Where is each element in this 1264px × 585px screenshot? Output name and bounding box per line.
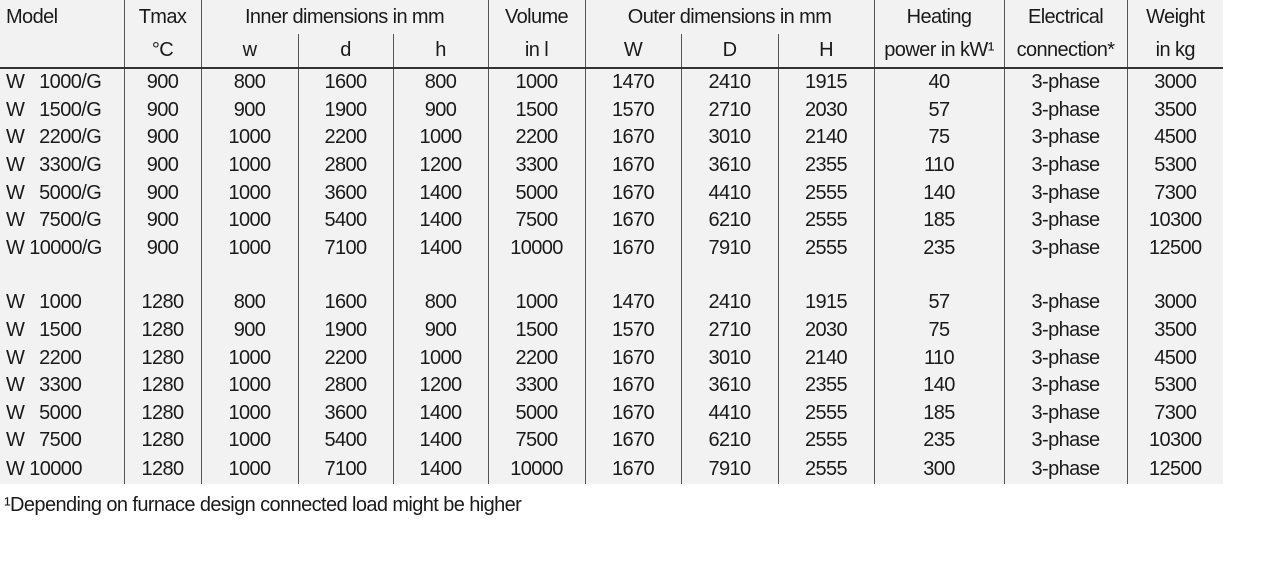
- cell-inner-w: 900: [201, 97, 298, 125]
- cell-model: W 2200/G: [0, 124, 124, 152]
- cell-outer-H: 2555: [778, 207, 874, 235]
- cell-outer-H: 2555: [778, 235, 874, 263]
- cell-outer-D: 7910: [681, 455, 778, 484]
- cell-electrical-connection: 3-phase: [1004, 344, 1127, 372]
- cell-heating-power: 140: [874, 372, 1004, 400]
- header-inner-w: w: [201, 34, 298, 68]
- table-header: [0, 0, 1223, 68]
- cell-weight: 4500: [1127, 124, 1223, 152]
- cell-outer-W: 1670: [585, 344, 681, 372]
- cell-inner-w: 1000: [201, 427, 298, 455]
- cell-outer-H: [778, 262, 874, 289]
- cell-inner-h: 1200: [393, 372, 488, 400]
- cell-outer-W: 1670: [585, 207, 681, 235]
- cell-model: W 1500/G: [0, 97, 124, 125]
- cell-tmax: 900: [124, 97, 201, 125]
- cell-inner-w: 1000: [201, 179, 298, 207]
- cell-tmax: [124, 262, 201, 289]
- cell-tmax: 1280: [124, 289, 201, 317]
- cell-volume: 7500: [488, 427, 585, 455]
- header-inner-dimensions: Inner dimensions in mm: [201, 0, 488, 34]
- cell-inner-h: 800: [393, 68, 488, 97]
- header-weight-unit: in kg: [1127, 34, 1223, 68]
- cell-tmax: 900: [124, 179, 201, 207]
- cell-heating-power: 185: [874, 400, 1004, 428]
- table-row: [0, 179, 1223, 207]
- cell-electrical-connection: 3-phase: [1004, 289, 1127, 317]
- cell-model: W 1000/G: [0, 68, 124, 97]
- cell-outer-D: 7910: [681, 235, 778, 263]
- cell-tmax: 1280: [124, 400, 201, 428]
- cell-outer-W: 1670: [585, 179, 681, 207]
- cell-outer-H: 2555: [778, 179, 874, 207]
- cell-heating-power: 300: [874, 455, 1004, 484]
- table-row: [0, 235, 1223, 263]
- cell-inner-h: 1400: [393, 400, 488, 428]
- cell-heating-power: 110: [874, 152, 1004, 180]
- cell-outer-W: 1670: [585, 455, 681, 484]
- cell-electrical-connection: 3-phase: [1004, 455, 1127, 484]
- cell-inner-d: [298, 262, 393, 289]
- cell-inner-h: 900: [393, 317, 488, 345]
- cell-outer-D: 6210: [681, 427, 778, 455]
- cell-inner-d: 2200: [298, 124, 393, 152]
- cell-weight: 3000: [1127, 68, 1223, 97]
- cell-outer-W: 1670: [585, 427, 681, 455]
- table-row: [0, 455, 1223, 484]
- cell-heating-power: 40: [874, 68, 1004, 97]
- cell-inner-d: 7100: [298, 235, 393, 263]
- cell-model: W 10000/G: [0, 235, 124, 263]
- cell-tmax: 900: [124, 124, 201, 152]
- header-model-blank: [0, 34, 124, 68]
- cell-outer-W: [585, 262, 681, 289]
- cell-electrical-connection: 3-phase: [1004, 372, 1127, 400]
- header-outer-W: W: [585, 34, 681, 68]
- table-row: [0, 289, 1223, 317]
- header-heating-unit: power in kW¹: [874, 34, 1004, 68]
- cell-tmax: 1280: [124, 317, 201, 345]
- table-row: [0, 97, 1223, 125]
- cell-inner-w: 1000: [201, 400, 298, 428]
- cell-model: W 3300/G: [0, 152, 124, 180]
- cell-weight: 10300: [1127, 427, 1223, 455]
- cell-outer-D: 2410: [681, 68, 778, 97]
- header-outer-dimensions: Outer dimensions in mm: [585, 0, 874, 34]
- cell-inner-w: 1000: [201, 207, 298, 235]
- cell-outer-D: 3610: [681, 372, 778, 400]
- cell-inner-h: 1000: [393, 124, 488, 152]
- cell-inner-h: 900: [393, 97, 488, 125]
- cell-outer-H: 2140: [778, 124, 874, 152]
- cell-outer-H: 2355: [778, 372, 874, 400]
- cell-inner-d: 2800: [298, 372, 393, 400]
- cell-volume: 2200: [488, 344, 585, 372]
- cell-inner-w: 800: [201, 68, 298, 97]
- cell-heating-power: 235: [874, 235, 1004, 263]
- cell-inner-d: 1900: [298, 317, 393, 345]
- header-weight: Weight: [1127, 0, 1223, 34]
- cell-outer-D: 2710: [681, 97, 778, 125]
- cell-heating-power: 75: [874, 124, 1004, 152]
- cell-weight: 7300: [1127, 179, 1223, 207]
- cell-weight: 12500: [1127, 455, 1223, 484]
- cell-outer-W: 1470: [585, 289, 681, 317]
- table-spacer-row: [0, 262, 1223, 289]
- table-row: [0, 372, 1223, 400]
- table-row: [0, 400, 1223, 428]
- cell-outer-H: 2355: [778, 152, 874, 180]
- cell-volume: 3300: [488, 372, 585, 400]
- cell-volume: 1500: [488, 317, 585, 345]
- cell-outer-W: 1670: [585, 372, 681, 400]
- cell-electrical-connection: 3-phase: [1004, 235, 1127, 263]
- cell-inner-h: 1400: [393, 235, 488, 263]
- cell-outer-D: 3010: [681, 124, 778, 152]
- cell-heating-power: 185: [874, 207, 1004, 235]
- cell-weight: 12500: [1127, 235, 1223, 263]
- cell-inner-h: 1000: [393, 344, 488, 372]
- cell-electrical-connection: 3-phase: [1004, 400, 1127, 428]
- cell-outer-W: 1470: [585, 68, 681, 97]
- cell-inner-w: 1000: [201, 372, 298, 400]
- cell-inner-w: 1000: [201, 455, 298, 484]
- cell-outer-W: 1670: [585, 235, 681, 263]
- cell-model: W 7500/G: [0, 207, 124, 235]
- header-row-primary: [0, 0, 1223, 34]
- header-tmax-unit: °C: [124, 34, 201, 68]
- cell-outer-H: 1915: [778, 289, 874, 317]
- cell-inner-h: 800: [393, 289, 488, 317]
- header-inner-h: h: [393, 34, 488, 68]
- cell-outer-D: 3610: [681, 152, 778, 180]
- header-outer-H: H: [778, 34, 874, 68]
- cell-volume: 1000: [488, 289, 585, 317]
- header-row-secondary: [0, 34, 1223, 68]
- table-body: [0, 68, 1223, 484]
- table-row: [0, 124, 1223, 152]
- cell-inner-w: 1000: [201, 235, 298, 263]
- cell-inner-h: [393, 262, 488, 289]
- cell-outer-D: 4410: [681, 400, 778, 428]
- cell-outer-D: 2710: [681, 317, 778, 345]
- cell-outer-H: 1915: [778, 68, 874, 97]
- table-row: [0, 427, 1223, 455]
- header-electrical: Electrical: [1004, 0, 1127, 34]
- cell-outer-H: 2555: [778, 455, 874, 484]
- cell-outer-H: 2555: [778, 427, 874, 455]
- cell-model: W 1000: [0, 289, 124, 317]
- cell-volume: 1500: [488, 97, 585, 125]
- cell-inner-d: 2200: [298, 344, 393, 372]
- cell-tmax: 900: [124, 207, 201, 235]
- cell-heating-power: 57: [874, 97, 1004, 125]
- cell-inner-d: 3600: [298, 400, 393, 428]
- cell-electrical-connection: 3-phase: [1004, 207, 1127, 235]
- cell-outer-D: 3010: [681, 344, 778, 372]
- cell-heating-power: 75: [874, 317, 1004, 345]
- cell-electrical-connection: 3-phase: [1004, 179, 1127, 207]
- cell-inner-d: 2800: [298, 152, 393, 180]
- header-model: Model: [0, 0, 124, 34]
- cell-weight: 4500: [1127, 344, 1223, 372]
- cell-inner-w: 1000: [201, 124, 298, 152]
- cell-weight: [1127, 262, 1223, 289]
- cell-inner-w: 1000: [201, 152, 298, 180]
- cell-inner-w: 900: [201, 317, 298, 345]
- cell-tmax: 1280: [124, 372, 201, 400]
- cell-model: W 3300: [0, 372, 124, 400]
- cell-inner-d: 5400: [298, 427, 393, 455]
- cell-model: W 10000: [0, 455, 124, 484]
- cell-electrical-connection: 3-phase: [1004, 68, 1127, 97]
- cell-inner-w: 800: [201, 289, 298, 317]
- cell-outer-W: 1670: [585, 152, 681, 180]
- cell-model: W 7500: [0, 427, 124, 455]
- cell-outer-H: 2140: [778, 344, 874, 372]
- cell-model: W 2200: [0, 344, 124, 372]
- cell-weight: 3500: [1127, 317, 1223, 345]
- cell-electrical-connection: 3-phase: [1004, 97, 1127, 125]
- cell-inner-d: 5400: [298, 207, 393, 235]
- cell-electrical-connection: [1004, 262, 1127, 289]
- cell-inner-d: 1600: [298, 68, 393, 97]
- cell-inner-h: 1400: [393, 455, 488, 484]
- table-row: [0, 68, 1223, 97]
- cell-volume: 7500: [488, 207, 585, 235]
- cell-model: W 5000: [0, 400, 124, 428]
- cell-outer-H: 2030: [778, 317, 874, 345]
- footnote: ¹Depending on furnace design connected load might be higher: [4, 494, 522, 516]
- cell-model: W 1500: [0, 317, 124, 345]
- cell-outer-D: 2410: [681, 289, 778, 317]
- cell-volume: 10000: [488, 455, 585, 484]
- cell-outer-W: 1670: [585, 400, 681, 428]
- cell-inner-h: 1200: [393, 152, 488, 180]
- cell-electrical-connection: 3-phase: [1004, 427, 1127, 455]
- cell-volume: [488, 262, 585, 289]
- cell-inner-d: 7100: [298, 455, 393, 484]
- table-row: [0, 207, 1223, 235]
- cell-tmax: 1280: [124, 344, 201, 372]
- table-row: [0, 317, 1223, 345]
- cell-inner-h: 1400: [393, 427, 488, 455]
- cell-volume: 5000: [488, 179, 585, 207]
- cell-tmax: 900: [124, 152, 201, 180]
- cell-volume: 3300: [488, 152, 585, 180]
- cell-weight: 3500: [1127, 97, 1223, 125]
- cell-tmax: 900: [124, 235, 201, 263]
- cell-electrical-connection: 3-phase: [1004, 124, 1127, 152]
- cell-heating-power: 110: [874, 344, 1004, 372]
- header-tmax: Tmax: [124, 0, 201, 34]
- table-row: [0, 152, 1223, 180]
- cell-weight: 10300: [1127, 207, 1223, 235]
- header-outer-D: D: [681, 34, 778, 68]
- cell-outer-H: 2555: [778, 400, 874, 428]
- cell-inner-h: 1400: [393, 179, 488, 207]
- cell-volume: 10000: [488, 235, 585, 263]
- cell-outer-H: 2030: [778, 97, 874, 125]
- cell-heating-power: 140: [874, 179, 1004, 207]
- cell-inner-w: 1000: [201, 344, 298, 372]
- cell-inner-w: [201, 262, 298, 289]
- cell-volume: 1000: [488, 68, 585, 97]
- cell-electrical-connection: 3-phase: [1004, 152, 1127, 180]
- cell-electrical-connection: 3-phase: [1004, 317, 1127, 345]
- header-volume-unit: in l: [488, 34, 585, 68]
- header-heating: Heating: [874, 0, 1004, 34]
- cell-inner-d: 1900: [298, 97, 393, 125]
- cell-weight: 5300: [1127, 372, 1223, 400]
- cell-inner-d: 1600: [298, 289, 393, 317]
- cell-outer-W: 1670: [585, 124, 681, 152]
- cell-volume: 5000: [488, 400, 585, 428]
- cell-outer-W: 1570: [585, 317, 681, 345]
- cell-inner-h: 1400: [393, 207, 488, 235]
- header-electrical-unit: connection*: [1004, 34, 1127, 68]
- cell-volume: 2200: [488, 124, 585, 152]
- cell-outer-D: 6210: [681, 207, 778, 235]
- cell-outer-W: 1570: [585, 97, 681, 125]
- cell-weight: 5300: [1127, 152, 1223, 180]
- header-volume: Volume: [488, 0, 585, 34]
- cell-model: W 5000/G: [0, 179, 124, 207]
- cell-weight: 3000: [1127, 289, 1223, 317]
- cell-tmax: 1280: [124, 427, 201, 455]
- cell-tmax: 1280: [124, 455, 201, 484]
- cell-inner-d: 3600: [298, 179, 393, 207]
- cell-heating-power: 235: [874, 427, 1004, 455]
- table-row: [0, 344, 1223, 372]
- cell-outer-D: [681, 262, 778, 289]
- cell-model: [0, 262, 124, 289]
- cell-weight: 7300: [1127, 400, 1223, 428]
- cell-outer-D: 4410: [681, 179, 778, 207]
- cell-heating-power: [874, 262, 1004, 289]
- header-inner-d: d: [298, 34, 393, 68]
- cell-heating-power: 57: [874, 289, 1004, 317]
- cell-tmax: 900: [124, 68, 201, 97]
